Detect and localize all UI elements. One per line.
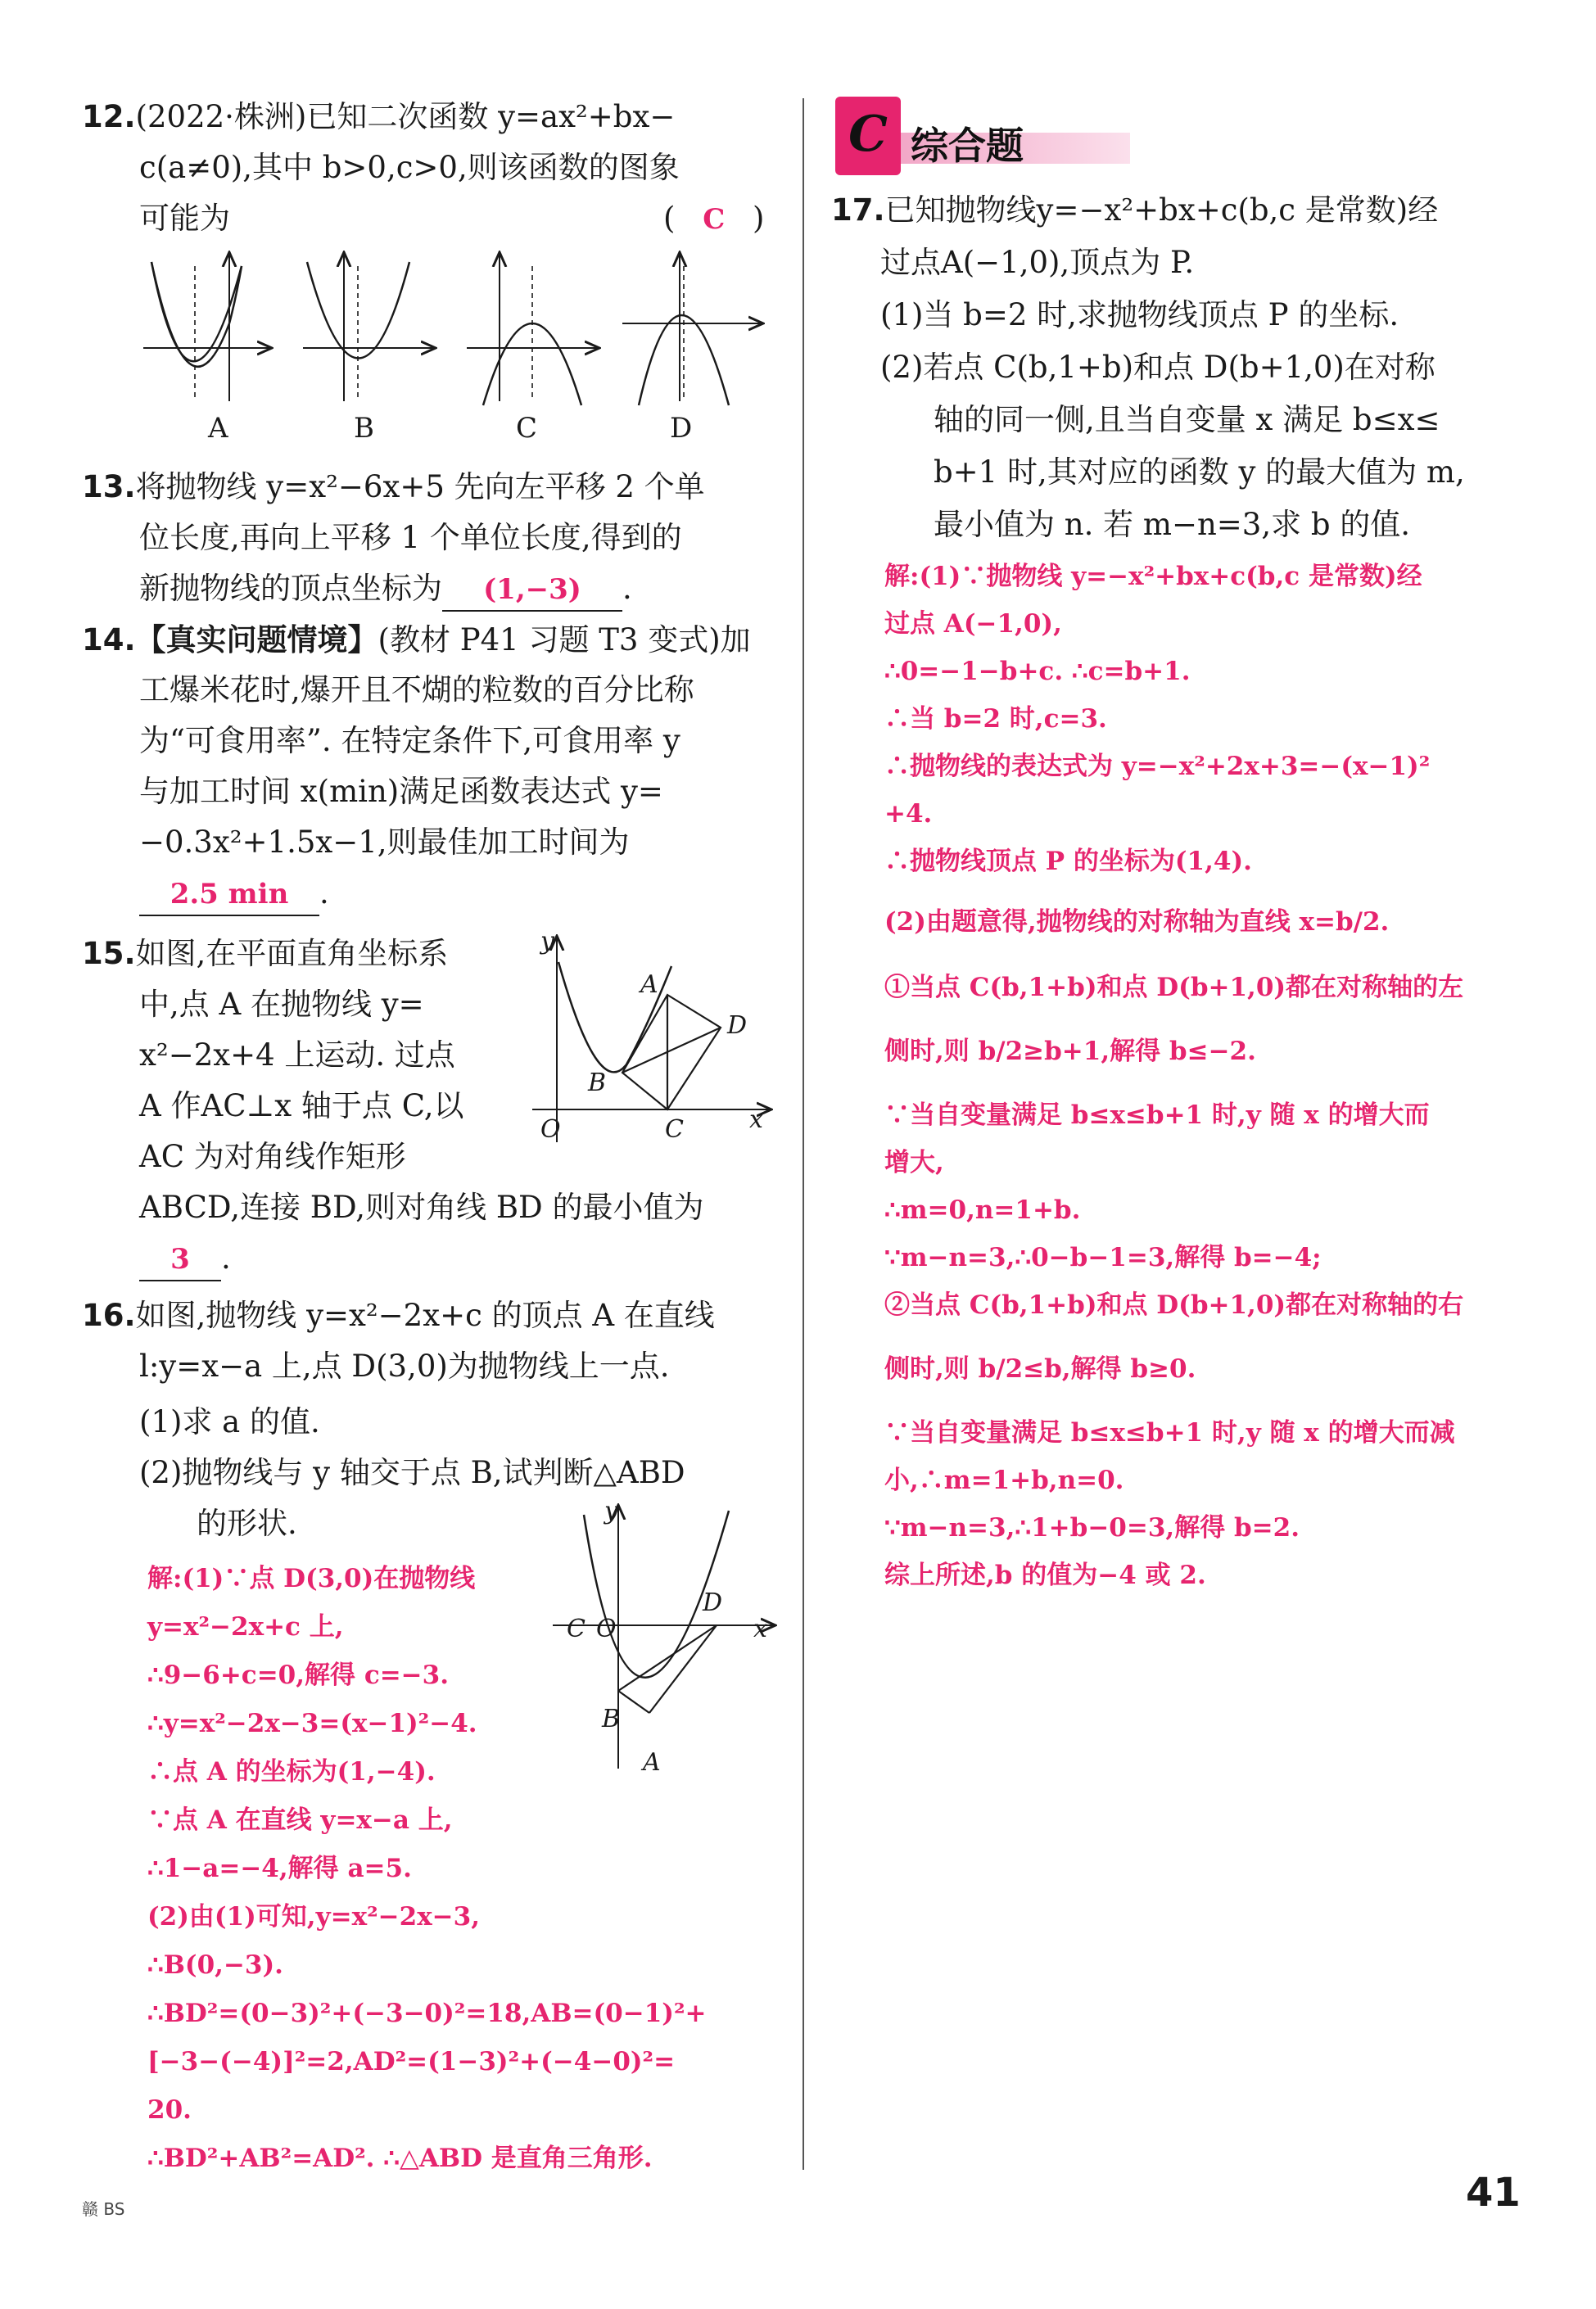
q16-solution-line: ∴y=x²−2x−3=(x−1)²−4.: [147, 1709, 477, 1738]
q13-number: 13.: [82, 469, 136, 504]
q16-fig-c-label: C: [567, 1615, 586, 1643]
q17-solution-line: ∵m−n=3,∴0−b−1=3,解得 b=−4;: [884, 1243, 1322, 1272]
q13-line3: 新抛物线的顶点坐标为 (1,−3) .: [139, 568, 632, 612]
q15-figure: [524, 929, 786, 1159]
q17-solution-line: ①当点 C(b,1+b)和点 D(b+1,0)都在对称轴的左: [884, 973, 1464, 1002]
q12-option-c-label: C: [516, 412, 538, 445]
q17-solution-line: ②当点 C(b,1+b)和点 D(b+1,0)都在对称轴的右: [884, 1290, 1464, 1320]
q12-option-a-label: A: [208, 412, 228, 445]
q17-part1: (1)当 b=2 时,求抛物线顶点 P 的坐标.: [880, 297, 1399, 332]
q15-fig-y-label: y: [540, 927, 554, 956]
graph-option-b: [303, 254, 434, 401]
q17-solution-line: ∵当自变量满足 b≤x≤b+1 时,y 随 x 的增大而减: [884, 1418, 1455, 1448]
graph-option-c: [467, 254, 598, 405]
q17-line1: 17.已知抛物线y=−x²+bx+c(b,c 是常数)经: [831, 192, 1439, 228]
q16-fig-a-label: A: [643, 1748, 661, 1777]
q15-line3: x²−2x+4 上运动. 过点: [139, 1037, 455, 1073]
q16-fig-y-label: y: [604, 1497, 618, 1525]
q17-solution-line: +4.: [884, 799, 933, 829]
section-header: [835, 97, 1130, 175]
q17-solution-line: 过点 A(−1,0),: [884, 609, 1062, 639]
q15-fig-a-label: A: [640, 970, 658, 999]
q12-option-b-label: B: [354, 412, 374, 445]
q12-text1: (2022·株洲)已知二次函数 y=ax²+bx−: [135, 99, 676, 134]
column-divider: [803, 98, 804, 2170]
footer-edition: 赣 BS: [82, 2199, 125, 2219]
graph-option-a: [143, 254, 270, 401]
q16-fig-d-label: D: [703, 1588, 723, 1617]
q17-solution-line: ∵当自变量满足 b≤x≤b+1 时,y 随 x 的增大而: [884, 1100, 1430, 1130]
section-title: 综合题: [911, 124, 1024, 168]
q16-solution-line: y=x²−2x+c 上,: [147, 1612, 344, 1642]
q16-solution-line: ∴B(0,−3).: [147, 1950, 283, 1980]
q16-solution-line: ∴BD²+AB²=AD². ∴△ABD 是直角三角形.: [147, 2144, 653, 2173]
q15-number: 15.: [82, 936, 136, 971]
q16-fig-o-label: O: [596, 1615, 617, 1643]
q15-line2: 中,点 A 在抛物线 y=: [139, 987, 424, 1022]
q16-solution-line: ∴1−a=−4,解得 a=5.: [147, 1854, 412, 1883]
q17-solution-line: ∴0=−1−b+c. ∴c=b+1.: [884, 657, 1191, 686]
q15-line7: 3 .: [139, 1238, 231, 1281]
section-badge: C: [835, 97, 901, 175]
q14-line5: −0.3x²+1.5x−1,则最佳加工时间为: [139, 825, 630, 860]
q15-line1: 15.如图,在平面直角坐标系: [82, 936, 449, 971]
q15-line5: AC 为对角线作矩形: [139, 1139, 406, 1174]
q15-fig-x-label: x: [749, 1105, 763, 1134]
q12-line2: c(a≠0),其中 b>0,c>0,则该函数的图象: [139, 150, 680, 185]
q13-answer-blank: [442, 568, 622, 612]
q17-solution-line: 侧时,则 b/2≥b+1,解得 b≤−2.: [884, 1037, 1256, 1066]
q14-line2: 工爆米花时,爆开且不煳的粒数的百分比称: [139, 672, 694, 707]
q16-solution-line: ∴BD²=(0−3)²+(−3−0)²=18,AB=(0−1)²+: [147, 1999, 707, 2028]
q12-number: 12.: [82, 99, 136, 134]
q14-number: 14.: [82, 622, 136, 657]
q16-solution-line: 解:(1)∵点 D(3,0)在抛物线: [147, 1564, 476, 1593]
q16-part2b: 的形状.: [197, 1506, 297, 1541]
q16-fig-b-label: B: [602, 1705, 621, 1733]
q17-part2: (2)若点 C(b,1+b)和点 D(b+1,0)在对称: [880, 350, 1435, 385]
q13-line1: 13.将抛物线 y=x²−6x+5 先向左平移 2 个单: [82, 469, 705, 504]
q15-fig-b-label: B: [588, 1069, 607, 1097]
q17-part2b: 轴的同一侧,且当自变量 x 满足 b≤x≤: [934, 402, 1440, 437]
q17-solution-line: 解:(1)∵抛物线 y=−x²+bx+c(b,c 是常数)经: [884, 562, 1422, 591]
q17-part2c: b+1 时,其对应的函数 y 的最大值为 m,: [934, 454, 1465, 490]
q17-solution-line: 增大,: [884, 1148, 944, 1177]
q17-solution-line: 侧时,则 b/2≤b,解得 b≥0.: [884, 1354, 1196, 1384]
q17-solution-line: ∴抛物线的表达式为 y=−x²+2x+3=−(x−1)²: [884, 752, 1431, 781]
q17-solution-line: 小,∴m=1+b,n=0.: [884, 1466, 1124, 1495]
q16-solution-line: ∵点 A 在直线 y=x−a 上,: [147, 1805, 453, 1835]
q16-solution-line: 20.: [147, 2095, 192, 2125]
q14-line4: 与加工时间 x(min)满足函数表达式 y=: [139, 774, 663, 809]
q15-line6: ABCD,连接 BD,则对角线 BD 的最小值为: [139, 1190, 704, 1225]
q12-line1: [82, 97, 675, 138]
q12-line3: 可能为: [139, 201, 230, 236]
q16-part1: (1)求 a 的值.: [139, 1404, 320, 1439]
q17-part2d: 最小值为 n. 若 m−n=3,求 b 的值.: [934, 507, 1411, 542]
q16-part2: (2)抛物线与 y 轴交于点 B,试判断△ABD: [139, 1455, 685, 1490]
q16-solution-line: (2)由(1)可知,y=x²−2x−3,: [147, 1902, 481, 1932]
q16-line2: l:y=x−a 上,点 D(3,0)为抛物线上一点.: [139, 1349, 670, 1384]
q15-fig-d-label: D: [727, 1011, 748, 1040]
q17-solution-line: (2)由题意得,抛物线的对称轴为直线 x=b/2.: [884, 907, 1390, 937]
graph-option-d: [622, 254, 762, 405]
q17-number: 17.: [831, 192, 885, 228]
q12-option-d-label: D: [670, 412, 693, 445]
q13-line2: 位长度,再向上平移 1 个单位长度,得到的: [139, 520, 682, 555]
q14-line1: 14.【真实问题情境】(教材 P41 习题 T3 变式)加: [82, 621, 751, 657]
q17-line2: 过点A(−1,0),顶点为 P.: [880, 245, 1195, 280]
q14-answer-blank: [139, 873, 319, 916]
q16-line1: 16.如图,抛物线 y=x²−2x+c 的顶点 A 在直线: [82, 1298, 715, 1333]
q13-answer: (1,−3): [483, 573, 581, 606]
q14-tag: 【真实问题情境】: [135, 621, 378, 657]
q12-answer: C: [703, 203, 726, 236]
q16-solution-line: [−3−(−4)]²=2,AD²=(1−3)²+(−4−0)²=: [147, 2047, 676, 2076]
q17-solution-line: ∴m=0,n=1+b.: [884, 1195, 1081, 1225]
q15-answer: 3: [170, 1243, 190, 1276]
q17-solution-line: ∴当 b=2 时,c=3.: [884, 704, 1107, 734]
q16-fig-x-label: x: [753, 1615, 767, 1643]
q15-fig-o-label: O: [540, 1115, 561, 1144]
q16-solution-line: ∴9−6+c=0,解得 c=−3.: [147, 1661, 450, 1690]
q17-solution-line: 综上所述,b 的值为−4 或 2.: [884, 1561, 1206, 1590]
q15-answer-blank: [139, 1238, 221, 1281]
page-number: 41: [1466, 2170, 1521, 2216]
q16-number: 16.: [82, 1298, 136, 1333]
q14-answer: 2.5 min: [170, 878, 289, 910]
q14-line3: 为“可食用率”. 在特定条件下,可食用率 y: [139, 723, 680, 758]
q14-line6: 2.5 min .: [139, 873, 329, 916]
q17-solution-line: ∴抛物线顶点 P 的坐标为(1,4).: [884, 847, 1252, 876]
q15-fig-c-label: C: [665, 1115, 684, 1144]
q17-solution-line: ∵m−n=3,∴1+b−0=3,解得 b=2.: [884, 1513, 1300, 1543]
q12-answer-bracket: ( C ): [663, 201, 765, 236]
q15-line4: A 作AC⊥x 轴于点 C,以: [139, 1088, 464, 1123]
q16-solution-line: ∴点 A 的坐标为(1,−4).: [147, 1757, 436, 1787]
